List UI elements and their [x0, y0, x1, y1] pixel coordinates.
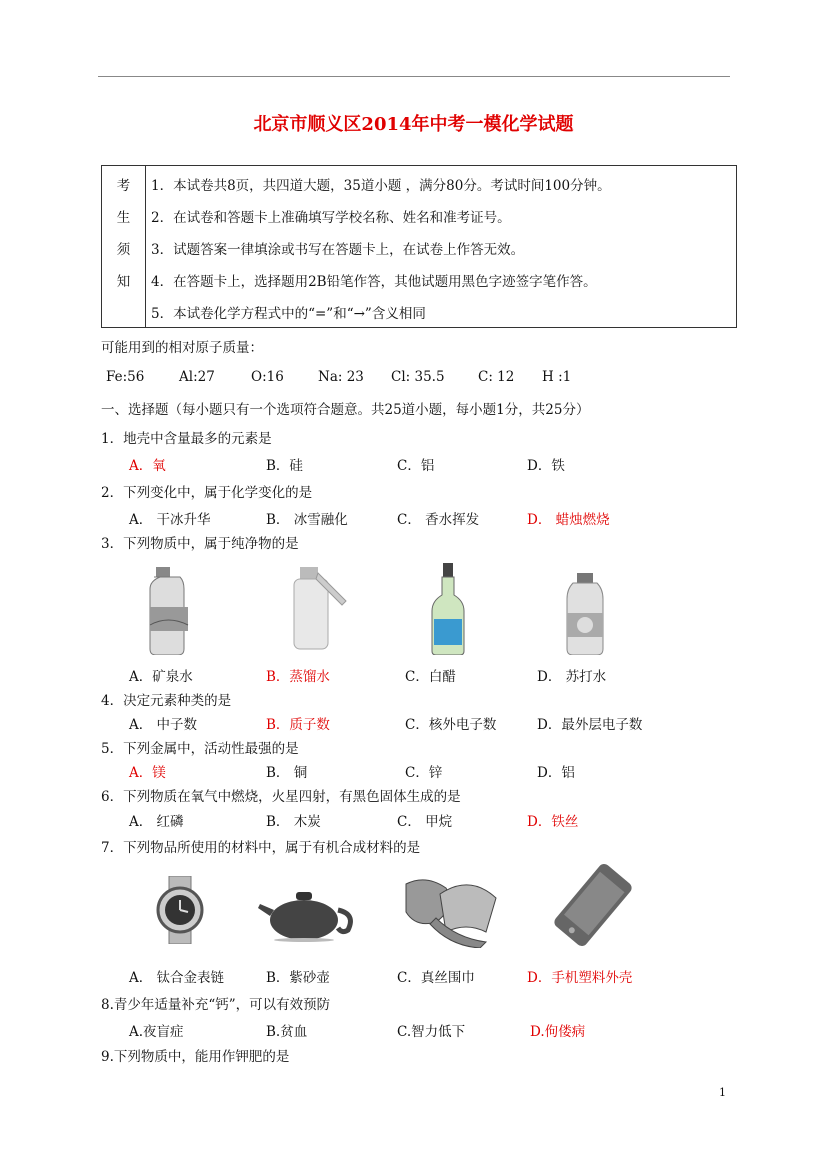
- option-answer: D． 蜡烛燃烧: [527, 512, 610, 528]
- teapot-image: [256, 882, 356, 942]
- option: C．真丝围巾: [397, 970, 475, 986]
- option: C．铝: [397, 458, 435, 474]
- option-answer: A．氧: [129, 458, 166, 474]
- option: B． 冰雪融化: [266, 512, 348, 528]
- option-answer: D.佝偻病: [530, 1024, 586, 1040]
- atomic-mass-label: 可能用到的相对原子质量：: [101, 340, 263, 356]
- option: C． 香水挥发: [397, 512, 480, 528]
- notice-item: 3．试题答案一律填涂或书写在答题卡上，在试卷上作答无效。: [151, 242, 525, 258]
- option: C．锌: [405, 765, 443, 781]
- option: A． 中子数: [129, 717, 198, 733]
- silk-scarf-image: [400, 874, 502, 948]
- atomic-mass: C: 12: [478, 369, 515, 385]
- option: B． 铜: [266, 765, 308, 781]
- option: D． 苏打水: [537, 669, 607, 685]
- question-stem: 7．下列物品所使用的材料中，属于有机合成材料的是: [101, 840, 421, 856]
- notice-label-column: [102, 166, 146, 327]
- white-vinegar-bottle-image: [428, 563, 468, 655]
- option: C.智力低下: [397, 1024, 466, 1040]
- option: B．硅: [266, 458, 303, 474]
- soda-water-bottle-image: [563, 573, 607, 655]
- option-answer: A．镁: [129, 765, 166, 781]
- notice-label-char: 须: [116, 242, 131, 258]
- notice-item: 4．在答题卡上，选择题用2B铅笔作答，其他试题用黑色字迹签字笔作答。: [151, 274, 597, 290]
- option-answer: B．质子数: [266, 717, 330, 733]
- atomic-mass: H :1: [542, 369, 572, 385]
- question-stem: 2．下列变化中，属于化学变化的是: [101, 485, 313, 501]
- option: C．白醋: [405, 669, 456, 685]
- atomic-mass: Fe:56: [106, 369, 145, 385]
- option: D．铁: [527, 458, 565, 474]
- question-stem: 6．下列物质在氧气中燃烧，火星四射，有黑色固体生成的是: [101, 789, 461, 805]
- notice-label-char: 生: [116, 210, 131, 226]
- question-stem: 5．下列金属中，活动性最强的是: [101, 741, 299, 757]
- option: D．最外层电子数: [537, 717, 643, 733]
- question-stem: 9.下列物质中，能用作钾肥的是: [101, 1049, 290, 1065]
- mobile-phone-image: [549, 863, 637, 947]
- option: A．矿泉水: [129, 669, 193, 685]
- atomic-mass: Cl: 35.5: [391, 369, 445, 385]
- option-answer: D．手机塑料外壳: [527, 970, 633, 986]
- section-title: 一、选择题（每小题只有一个选项符合题意。共25道小题，每小题1分，共25分）: [101, 402, 590, 418]
- watch-image: [145, 876, 215, 944]
- option: A． 干冰升华: [129, 512, 211, 528]
- notice-item: 1．本试卷共8页，共四道大题，35道小题 ，满分80分。考试时间100分钟。: [151, 178, 611, 194]
- header-rule: [98, 76, 730, 77]
- option-answer: D．铁丝: [527, 814, 579, 830]
- atomic-mass: Al:27: [179, 369, 215, 385]
- option: A． 红磷: [129, 814, 184, 830]
- option-answer: B．蒸馏水: [266, 669, 330, 685]
- option: B.贫血: [266, 1024, 308, 1040]
- question-stem: 4．决定元素种类的是: [101, 693, 232, 709]
- notice-label-char: 考: [116, 178, 131, 194]
- notice-box: [101, 165, 737, 328]
- atomic-mass: O:16: [251, 369, 284, 385]
- distilled-water-bottle-image: [288, 567, 350, 651]
- option: A． 钛合金表链: [129, 970, 225, 986]
- notice-item: 5．本试卷化学方程式中的“=”和“→”含义相同: [151, 306, 426, 322]
- atomic-mass: Na: 23: [318, 369, 364, 385]
- notice-label-char: 知: [116, 274, 131, 290]
- question-stem: 1．地壳中含量最多的元素是: [101, 431, 272, 447]
- question-stem: 3．下列物质中，属于纯净物的是: [101, 536, 299, 552]
- page-number: 1: [719, 1086, 726, 1099]
- option: C．核外电子数: [405, 717, 497, 733]
- mineral-water-bottle-image: [148, 567, 194, 655]
- option: A.夜盲症: [129, 1024, 184, 1040]
- option: B．紫砂壶: [266, 970, 330, 986]
- option: B． 木炭: [266, 814, 321, 830]
- option: C． 甲烷: [397, 814, 453, 830]
- question-stem: 8.青少年适量补充“钙”，可以有效预防: [101, 997, 331, 1013]
- notice-item: 2．在试卷和答题卡上准确填写学校名称、姓名和准考证号。: [151, 210, 511, 226]
- option: D．铝: [537, 765, 575, 781]
- page-title: 北京市顺义区2014年中考一模化学试题: [253, 114, 574, 135]
